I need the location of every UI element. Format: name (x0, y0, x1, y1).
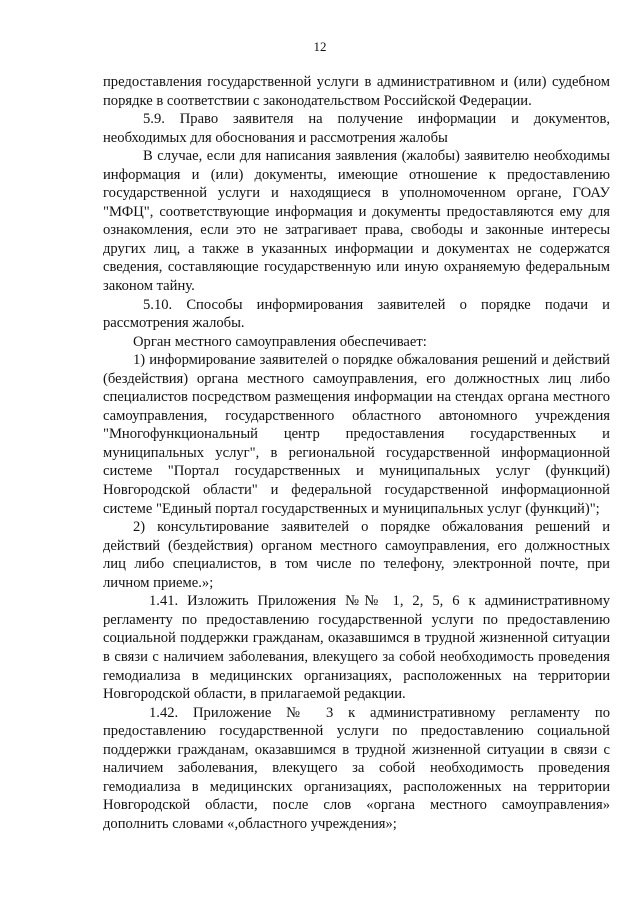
clause-1-42: 1.42. Приложение № 3 к административному регламенту по предоставлению государственной услуги по предоставлению социальной поддержки гражданам, оказавшимся в трудной жизненной ситуации в связи с наличием заболевания, влекущего за собой необходимость проведения гемодиализа в медицинских организациях, расположенных на территории Новгородской области, после слов «органа местного самоуправления» дополнить словами «,областного учреждения»; (103, 704, 610, 832)
paragraph-authority-provides: Орган местного самоуправления обеспечивает: (133, 333, 427, 350)
clause-1-41: 1.41. Изложить Приложения №№ 1, 2, 5, 6 к административному регламенту по предоставлению государственной услуги по предоставлению социальной поддержки гражданам, оказавшимся в трудной жизненной ситуации в связи с наличием заболевания, влекущего за собой необходимость проведения гемодиализа в медицинских организациях, расположенных на территории Новгородской области, в прилагаемой редакции. (103, 593, 610, 703)
page-number: 12 (313, 39, 327, 54)
list-item-2-consulting: 2) консультирование заявителей о порядке обжалования решений и действий (бездействия) органом местного самоуправления, его должностных лиц либо специалистов, в том числе по телефону, электронной почте, при личном приеме.»; (103, 519, 610, 591)
section-heading-5-9: 5.9. Право заявителя на получение информации и документов, необходимых для обоснования и рассмотрения жалобы (103, 111, 610, 146)
paragraph-information-access: В случае, если для написания заявления (жалобы) заявителю необходимы информация и (или) документы, имеющие отношение к предоставлению государственной услуги и находящиеся в уполномоченном органе, ГОАУ "МФЦ", соответствующие информация и документы предоставляются ему для ознакомления, если это не затрагивает права, свободы и законные интересы других лиц, а также в указанных информации и документах не содержатся сведения, составляющие государственную или иную охраняемую федеральным законом тайну. (103, 148, 610, 295)
paragraph-continuation: предоставления государственной услуги в административном и (или) судебном порядке в соответствии с законодательством Российской Федерации. (103, 74, 610, 109)
section-heading-5-10: 5.10. Способы информирования заявителей о порядке подачи и рассмотрения жалобы. (103, 296, 610, 332)
document-body (103, 73, 610, 833)
list-item-1-informing: 1) информирование заявителей о порядке обжалования решений и действий (бездействия) органа местного самоуправления, его должностных лиц либо специалистов посредством размещения информации на стендах органа местного самоуправления, государственного областного автономного учреждения "Многофункциональный центр предоставления государственных и муниципальных услуг", в региональной государственной информационной системе "Портал государственных и муниципальных услуг (функций) Новгородской области" и федеральной государственной информационной системе "Единый портал государственных и муниципальных услуг (функций)"; (103, 352, 610, 517)
